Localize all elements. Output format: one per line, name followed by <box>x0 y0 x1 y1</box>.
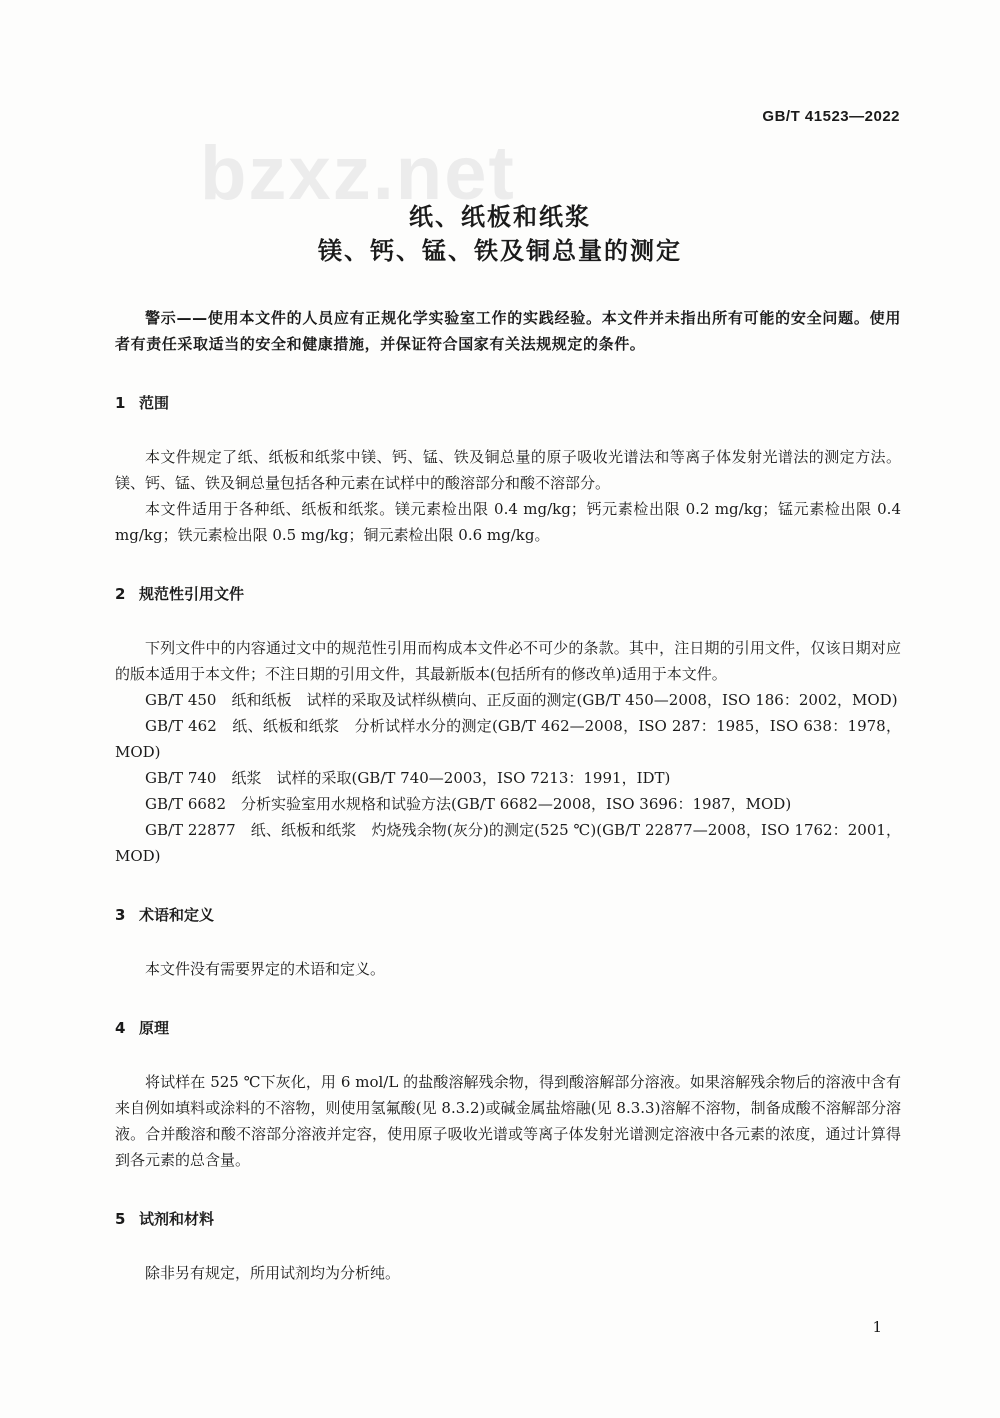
paragraph: 将试样在 525 ℃下灰化，用 6 mol/L 的盐酸溶解残余物，得到酸溶解部分溶液。如果溶解残余物后的溶液中含有来自例如填料或涂料的不溶物，则使用氢氟酸(见 8.3.2)或碱金属盐熔融(见 8.3.3)溶解不溶物，制备成酸不溶解部分溶液。合并酸溶和酸不溶部分溶液并定容，使用原子吸收光谱或等离子体发射光谱测定溶液中各元素的浓度，通过计算得到各元素的总含量。 <box>115 1073 901 1169</box>
reference-item: GB/T 450 纸和纸板 试样的采取及试样纵横向、正反面的测定(GB/T 450—2008，ISO 186：2002，MOD) <box>145 691 898 709</box>
reference-item: GB/T 462 纸、纸板和纸浆 分析试样水分的测定(GB/T 462—2008，ISO 287：1985，ISO 638：1978，MOD) <box>115 717 901 761</box>
section-heading <box>115 1206 901 1232</box>
paragraph: 本文件规定了纸、纸板和纸浆中镁、钙、锰、铁及铜总量的原子吸收光谱法和等离子体发射光谱法的测定方法。镁、钙、锰、铁及铜总量包括各种元素在试样中的酸溶部分和酸不溶部分。 <box>115 448 901 492</box>
watermark: bzxz.net <box>200 131 516 216</box>
section-number: 3 <box>115 906 126 924</box>
page-number: 1 <box>872 1318 882 1336</box>
section-title: 术语和定义 <box>139 906 215 924</box>
reference-item: GB/T 6682 分析实验室用水规格和试验方法(GB/T 6682—2008，ISO 3696：1987，MOD) <box>145 795 792 813</box>
section-number: 2 <box>115 585 126 603</box>
section-number: 4 <box>115 1019 126 1037</box>
reference-item: GB/T 22877 纸、纸板和纸浆 灼烧残余物(灰分)的测定(525 ℃)(GB/T 22877—2008，ISO 1762：2001，MOD) <box>115 821 901 865</box>
section-number: 1 <box>115 394 126 412</box>
section-number: 5 <box>115 1210 126 1228</box>
section-title: 原理 <box>139 1019 170 1037</box>
section-title: 试剂和材料 <box>139 1210 215 1228</box>
reference-item: GB/T 740 纸浆 试样的采取(GB/T 740—2003，ISO 7213：1991，IDT) <box>145 769 671 787</box>
paragraph: 下列文件中的内容通过文中的规范性引用而构成本文件必不可少的条款。其中，注日期的引用文件，仅该日期对应的版本适用于本文件；不注日期的引用文件，其最新版本(包括所有的修改单)适用于本文件。 <box>115 639 901 683</box>
document-title-line-2: 镁、钙、锰、铁及铜总量的测定 <box>318 237 682 265</box>
paragraph: 除非另有规定，所用试剂均为分析纯。 <box>145 1264 401 1282</box>
document-body <box>115 305 901 1286</box>
paragraph: 本文件适用于各种纸、纸板和纸浆。镁元素检出限 0.4 mg/kg；钙元素检出限 0.2 mg/kg；锰元素检出限 0.4 mg/kg；铁元素检出限 0.5 mg/kg；铜元素检出限 0.6 mg/kg。 <box>115 500 901 544</box>
section-title: 范围 <box>139 394 170 412</box>
section-title: 规范性引用文件 <box>139 585 245 603</box>
document-title-line-1: 纸、纸板和纸浆 <box>409 203 591 231</box>
section-heading <box>115 581 901 607</box>
section-heading <box>115 1015 901 1041</box>
warning-paragraph: 警示——使用本文件的人员应有正规化学实验室工作的实践经验。本文件并未指出所有可能的安全问题。使用者有责任采取适当的安全和健康措施，并保证符合国家有关法规规定的条件。 <box>115 309 901 353</box>
section-heading <box>115 390 901 416</box>
paragraph: 本文件没有需要界定的术语和定义。 <box>145 960 386 978</box>
standard-code: GB/T 41523—2022 <box>762 108 900 125</box>
section-heading <box>115 902 901 928</box>
